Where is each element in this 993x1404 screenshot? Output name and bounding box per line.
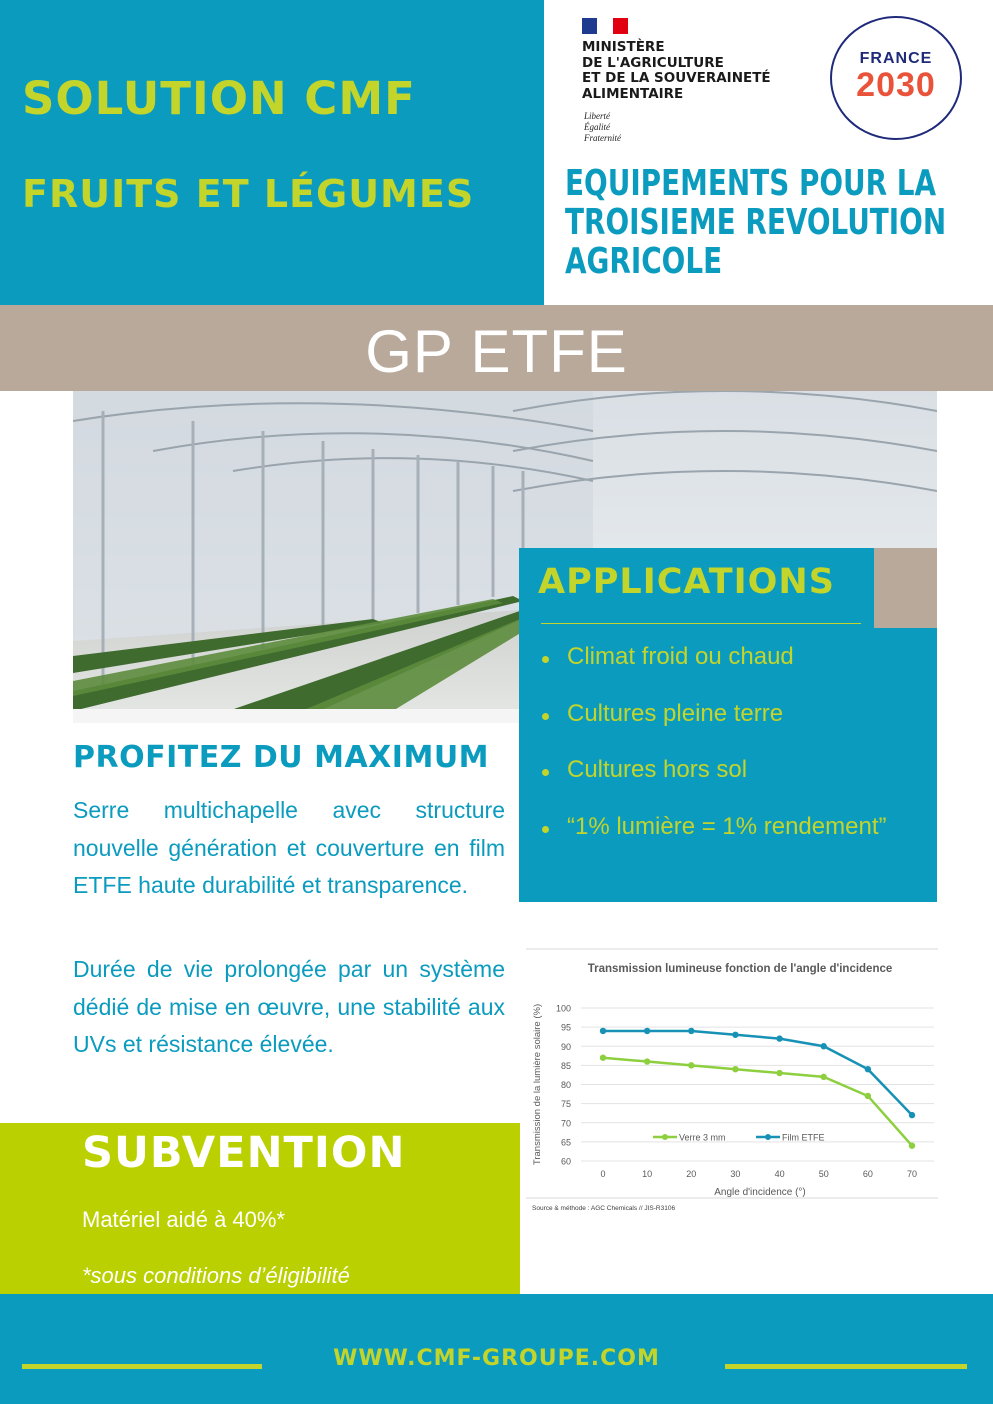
product-name: GP ETFE	[365, 318, 628, 385]
bullet-icon	[542, 656, 549, 663]
chart-data-point	[909, 1143, 915, 1149]
list-item: “1% lumière = 1% rendement”	[542, 813, 886, 870]
chart-title: Transmission lumineuse fonction de l'angle d'incidence	[587, 963, 893, 975]
chart-y-tick-label: 90	[560, 1041, 571, 1052]
chart-data-point	[821, 1074, 827, 1080]
chart-legend-marker	[662, 1134, 668, 1140]
chart-y-tick-label: 85	[560, 1060, 571, 1071]
chart-y-tick-label: 65	[560, 1137, 571, 1148]
header-title-solution: SOLUTION CMF	[22, 72, 416, 125]
chart-y-tick-label: 95	[560, 1022, 571, 1033]
chart-data-point	[776, 1070, 782, 1076]
profit-paragraph-1: Serre multichapelle avec structure nouvelle génération et couverture en film ETFE haute durabilité et transparence.	[73, 797, 505, 898]
chart-y-tick-label: 80	[560, 1080, 571, 1090]
chart-y-tick-label: 60	[560, 1156, 571, 1167]
profit-title: PROFITEZ DU MAXIMUM	[73, 740, 490, 775]
chart-data-point	[644, 1058, 650, 1064]
header-blue-panel	[0, 0, 544, 305]
chart-data-point	[732, 1066, 738, 1072]
chart-y-tick-label: 70	[560, 1118, 571, 1129]
website-link[interactable]: WWW.CMF-GROUPE.COM	[333, 1346, 660, 1371]
header-title-fruits: FRUITS ET LÉGUMES	[22, 172, 475, 216]
chart-x-tick-label: 10	[642, 1169, 653, 1179]
ministry-logo-text: MINISTÈRE DE L'AGRICULTURE ET DE LA SOUVERAINETÉ ALIMENTAIRE	[582, 39, 771, 102]
chart-data-point	[865, 1066, 871, 1072]
chart-y-tick-label: 100	[555, 1003, 571, 1014]
chart-x-tick-label: 70	[906, 1169, 918, 1179]
applications-list	[542, 643, 886, 869]
chart-x-tick-label: 30	[730, 1169, 741, 1179]
applications-corner-accent	[874, 548, 937, 628]
profit-paragraph-2: Durée de vie prolongée par un système dédié de mise en œuvre, une stabilité aux UVs et résistance élevée.	[73, 956, 505, 1057]
list-item: Cultures hors sol	[542, 756, 886, 813]
applications-title: APPLICATIONS	[538, 562, 835, 602]
tagline: EQUIPEMENTS POUR LA TROISIEME REVOLUTION AGRICOLE	[565, 163, 947, 282]
subvention-text: Matériel aidé à 40%*	[82, 1207, 286, 1232]
chart-data-point	[776, 1035, 782, 1041]
chart-legend-marker	[765, 1134, 771, 1140]
chart-data-point	[821, 1043, 827, 1049]
chart-data-point	[644, 1028, 650, 1034]
bullet-icon	[542, 826, 549, 833]
applications-divider	[541, 623, 861, 624]
chart-y-tick-label: 75	[560, 1099, 571, 1110]
chart-data-point	[688, 1062, 694, 1068]
marianne-flag-icon	[582, 18, 628, 34]
list-item: Cultures pleine terre	[542, 700, 886, 757]
chart-legend-label: Verre 3 mm	[679, 1132, 726, 1143]
ministry-motto: Liberté Égalité Fraternité	[584, 111, 621, 143]
chart-data-point	[732, 1032, 738, 1038]
chart-legend-label: Film ETFE	[782, 1132, 825, 1143]
chart-data-point	[688, 1028, 694, 1034]
chart-x-tick-label: 50	[818, 1169, 829, 1179]
chart-x-tick-label: 0	[600, 1169, 606, 1179]
chart-x-tick-label: 40	[774, 1169, 785, 1179]
chart-y-axis-label: Transmission de la lumière solaire (%)	[532, 1003, 543, 1166]
france-2030-logo: FRANCE 2030	[830, 16, 962, 140]
subvention-note: *sous conditions d’éligibilité	[82, 1263, 350, 1288]
chart-series-line	[603, 1031, 912, 1115]
chart-x-axis-label: Angle d'incidence (°)	[714, 1187, 806, 1198]
chart-x-tick-label: 60	[862, 1169, 873, 1179]
subvention-title: SUBVENTION	[82, 1128, 406, 1178]
chart-data-point	[909, 1112, 915, 1118]
chart-x-tick-label: 20	[686, 1169, 697, 1179]
bullet-icon	[542, 713, 549, 720]
product-band	[0, 305, 993, 391]
bullet-icon	[542, 769, 549, 776]
chart-source: Source & méthode : AGC Chemicals // JIS-R3106	[532, 1205, 676, 1212]
transmission-chart	[526, 948, 938, 1218]
chart-data-point	[600, 1055, 606, 1061]
chart-data-point	[600, 1028, 606, 1034]
list-item: Climat froid ou chaud	[542, 643, 886, 700]
chart-data-point	[865, 1093, 871, 1099]
